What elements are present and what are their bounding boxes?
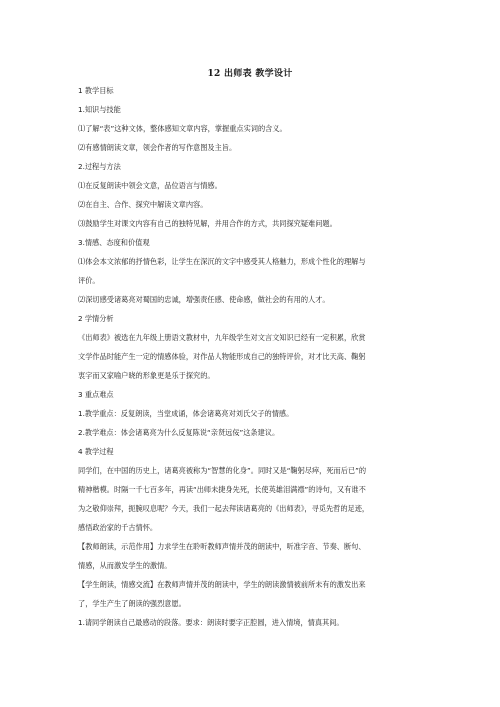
paragraph-line: 感悟政治家的千古情怀。 bbox=[78, 523, 158, 532]
subheading-process-method: 2.过程与方法 bbox=[78, 162, 121, 171]
paragraph-line: 情感，从而激发学生的激情。 bbox=[78, 561, 172, 570]
paragraph-line: 为之敬仰崇拜，扼腕叹息呢？今天，我们一起去拜读诸葛亮的《出师表》，寻觅先哲的足迹， bbox=[78, 504, 370, 513]
page-title: 12 出师表 教学设计 bbox=[207, 69, 293, 79]
heading-key-difficult-points: 3 重点难点 bbox=[78, 390, 114, 399]
heading-teaching-process: 4 教学过程 bbox=[78, 447, 114, 456]
paragraph-line: 评价。 bbox=[78, 276, 100, 285]
subheading-emotion-values: 3.情感、态度和价值观 bbox=[78, 238, 150, 247]
paragraph-line: 文学作品时能产生一定的情感体验，对作品人物能形成自己的独特评价，对才比天高、鞠躬 bbox=[78, 352, 366, 361]
paragraph-line: 同学们，在中国的历史上，诸葛亮被称为“智慧的化身”。同时又是“鞠躬尽瘁，死而后已”的 bbox=[78, 466, 367, 475]
paragraph-line: 1.请同学朗读自己最感动的段落。要求：朗读时要字正腔圆，进入情境，情真其间。 bbox=[78, 618, 344, 627]
heading-learner-analysis: 2 学情分析 bbox=[78, 314, 114, 323]
subheading-knowledge-skills: 1.知识与技能 bbox=[78, 105, 121, 114]
paragraph-line: 【学生朗读，情感交流】在教师声情并茂的朗读中，学生的朗读激情被前所未有的激发出来 bbox=[78, 580, 366, 589]
paragraph-line: ⑶鼓励学生对课文内容有自己的独特见解，并用合作的方式，共同探究疑难问题。 bbox=[78, 219, 337, 228]
paragraph-line: ⑴在反复朗读中领会文意，品位语言与情感。 bbox=[78, 181, 222, 190]
paragraph-line: 《出师表》被选在九年级上册语文教材中，九年级学生对文言文知识已经有一定积累，欣赏 bbox=[78, 333, 366, 342]
paragraph-line: 了，学生产生了朗读的强烈意愿。 bbox=[78, 599, 186, 608]
paragraph-line: ⑵有感情朗读文章，领会作者的写作意图及主旨。 bbox=[78, 143, 237, 152]
paragraph-line: ⑴了解“表”这种文体，整体感知文章内容，掌握重点实词的含义。 bbox=[78, 124, 287, 133]
paragraph-line: 精神楷模。时隔一千七百多年，再读“出师未捷身先死，长使英雄泪满襟”的诗句，又有谁不 bbox=[78, 485, 366, 494]
paragraph-line: 【教师朗读，示范作用】力求学生在聆听教师声情并茂的朗读中，听准字音、节奏、断句、 bbox=[78, 542, 366, 551]
paragraph-line: 2.教学难点：体会诸葛亮为什么反复陈说“亲贤远佞”这条建议。 bbox=[78, 428, 280, 437]
paragraph-line: 衷字而又家喻户晓的形象更是乐于探究的。 bbox=[78, 371, 215, 380]
paragraph-line: ⑵在自主、合作、探究中解读文章内容。 bbox=[78, 200, 208, 209]
paragraph-line: ⑵深切感受诸葛亮对蜀国的忠诚，增强责任感、使命感，做社会的有用的人才。 bbox=[78, 295, 330, 304]
paragraph-line: 1.教学重点：反复朗读，当堂成诵，体会诸葛亮对刘氏父子的情感。 bbox=[78, 409, 294, 418]
paragraph-line: ⑴体会本文浓郁的抒情色彩，让学生在深沉的文字中感受其人格魅力，形成个性化的理解与 bbox=[78, 257, 366, 266]
heading-teaching-goals: 1 教学目标 bbox=[78, 86, 114, 95]
